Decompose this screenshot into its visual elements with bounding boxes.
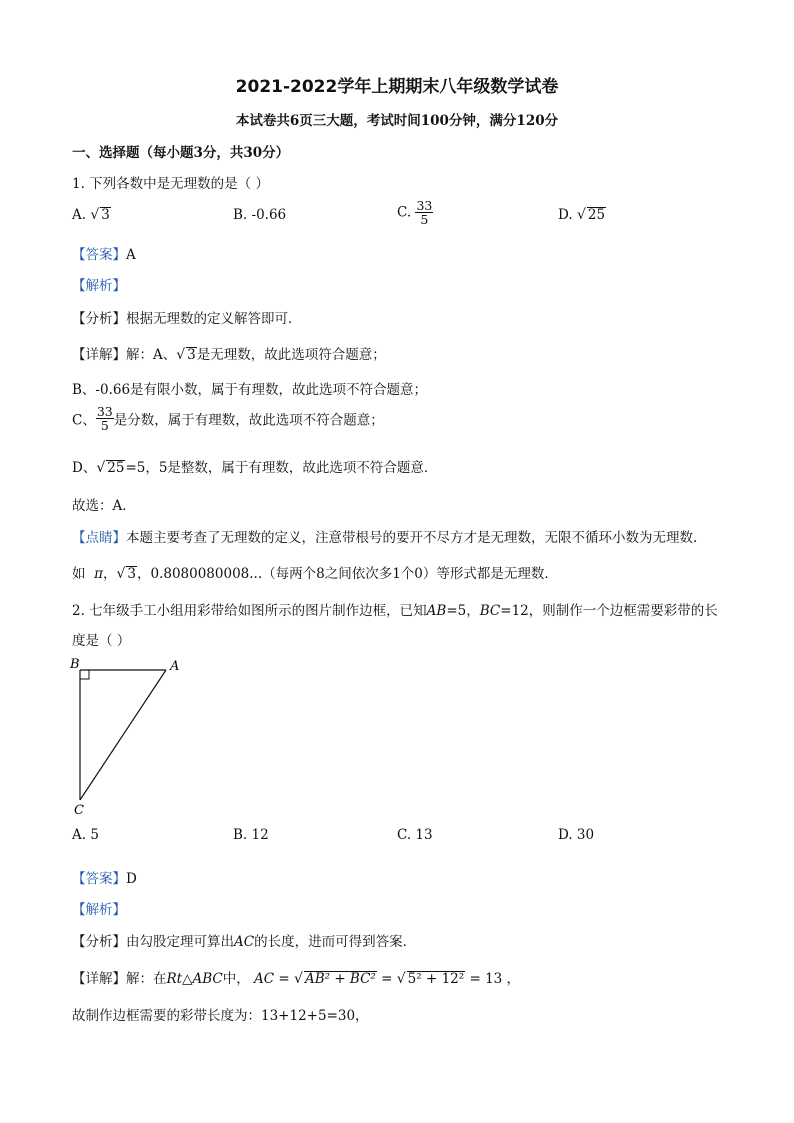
q1-fenxi	[72, 307, 302, 327]
q2-option-c: C. 13	[397, 827, 433, 843]
radicand: 3	[101, 207, 110, 223]
q1-option-a	[72, 207, 111, 223]
detail-text: =5，5是整数，属于有理数，故此选项不符合题意．	[125, 460, 438, 476]
sqrt-icon: √	[96, 460, 106, 476]
fraction	[96, 405, 114, 432]
detail-text: 解：A、	[126, 347, 177, 363]
stem-text: =12，则制作一个边框需要彩带的长	[500, 603, 718, 619]
radicand: 3	[187, 347, 196, 363]
dianjing-text: 本题主要考查了无理数的定义，注意带根号的要开不尽方才是无理数，无限不循环小数为无理数.	[126, 530, 698, 546]
q1-option-d	[558, 207, 606, 223]
radicand: 25	[107, 460, 125, 476]
sqrt-icon: √	[176, 347, 186, 363]
detail-text: 中，	[222, 971, 250, 987]
q1-dianjing	[72, 526, 697, 546]
question-2-stem	[72, 599, 718, 619]
vertex-label-c: C	[74, 803, 84, 818]
answer-value: A	[126, 247, 136, 263]
page-subtitle: 本试卷共6页三大题，考试时间100分钟，满分120分	[235, 113, 559, 129]
q2-answer	[72, 867, 137, 887]
section-heading: 一、选择题（每小题3分，共30分）	[72, 145, 290, 161]
formula-lhs: AC	[254, 971, 275, 987]
triangle-figure	[66, 652, 186, 822]
denominator: 5	[420, 212, 429, 228]
stem-text: =5，	[446, 603, 480, 619]
sqrt-icon: √	[90, 207, 100, 223]
detail-text: 是分数，属于有理数，故此选项不符合题意；	[113, 412, 384, 429]
q2-conclusion: 故制作边框需要的彩带长度为：13+12+5=30，	[72, 1008, 369, 1024]
q1-detail-d	[72, 456, 437, 476]
q2-detail	[72, 967, 520, 987]
fenxi-tag: 【分析】	[72, 934, 126, 950]
page-title: 2021-2022学年上期期末八年级数学试卷	[235, 77, 559, 97]
dianjing-tag: 【点睛】	[72, 530, 126, 546]
q1-detail-b: B、-0.66是有限小数，属于有理数，故此选项不符合题意；	[72, 382, 428, 398]
triangle-name: Rt△ABC	[166, 971, 223, 987]
question-2-stem-line2: 度是（ ）	[72, 633, 131, 649]
q2-option-b: B. 12	[233, 827, 269, 843]
q1-detail-a	[72, 343, 386, 363]
detail-text: 是无理数，故此选项符合题意；	[196, 347, 386, 363]
formula-radicand: 5² + 12²	[407, 971, 465, 987]
sqrt-icon: √	[396, 971, 406, 987]
q2-option-d: D. 30	[558, 827, 595, 843]
detail-text: 解：在	[126, 971, 167, 987]
example-text: ，0.8080080008...（每两个8之间依次多1个0）等形式都是无理数．	[136, 566, 558, 582]
fenxi-text: 由勾股定理可算出	[126, 934, 234, 950]
formula-radicand: AB² + BC²	[304, 971, 376, 987]
option-label: C.	[397, 204, 412, 221]
q1-option-b: B. -0.66	[233, 207, 287, 223]
formula-eq: =	[376, 971, 397, 987]
q2-analysis-tag: 【解析】	[72, 902, 126, 918]
detail-text: C、	[72, 412, 96, 429]
vertex-label-b: B	[70, 657, 80, 672]
answer-value: D	[126, 871, 137, 887]
numerator: 33	[416, 198, 433, 213]
q1-conclusion: 故选：A．	[72, 498, 136, 514]
segment-label: AC	[234, 934, 255, 950]
fraction	[415, 199, 433, 226]
detail-text: D、	[72, 460, 97, 476]
q1-answer	[72, 243, 136, 263]
sqrt-icon: √	[294, 971, 303, 987]
vertex-label-a: A	[170, 659, 180, 674]
stem-text: 2. 七年级手工小组用彩带给如图所示的图片制作边框，已知	[72, 603, 427, 619]
fenxi-text: 的长度，进而可得到答案．	[254, 934, 417, 950]
right-angle-mark	[80, 670, 89, 679]
segment-label: BC	[479, 603, 501, 619]
fenxi-text: 根据无理数的定义解答即可．	[126, 311, 302, 327]
fenxi-tag: 【分析】	[72, 311, 126, 327]
example-text: ，	[102, 566, 117, 582]
option-label: A.	[72, 207, 87, 223]
sqrt-icon: √	[576, 207, 586, 223]
formula-eq: =	[274, 971, 295, 987]
q1-detail-c	[72, 405, 384, 432]
radicand: 25	[587, 207, 606, 223]
answer-tag: 【答案】	[72, 247, 126, 263]
q2-fenxi	[72, 930, 416, 950]
pi-symbol: π	[94, 566, 103, 582]
q1-example	[72, 562, 558, 582]
answer-tag: 【答案】	[72, 871, 126, 887]
side-ac	[80, 670, 166, 800]
q1-analysis-tag: 【解析】	[72, 278, 126, 294]
q1-option-c	[397, 199, 433, 226]
question-1-stem: 1. 下列各数中是无理数的是（ ）	[72, 176, 269, 192]
numerator: 33	[96, 404, 113, 419]
example-text: 如	[72, 566, 86, 582]
segment-label: AB	[426, 603, 447, 619]
sqrt-icon: √	[116, 566, 126, 582]
q2-option-a: A. 5	[72, 827, 99, 843]
denominator: 5	[100, 418, 109, 434]
option-label: D.	[558, 207, 573, 223]
detail-tag: 【详解】	[72, 971, 126, 987]
formula-result: = 13 ，	[465, 971, 521, 987]
detail-tag: 【详解】	[72, 347, 126, 363]
radicand: 3	[127, 566, 136, 582]
